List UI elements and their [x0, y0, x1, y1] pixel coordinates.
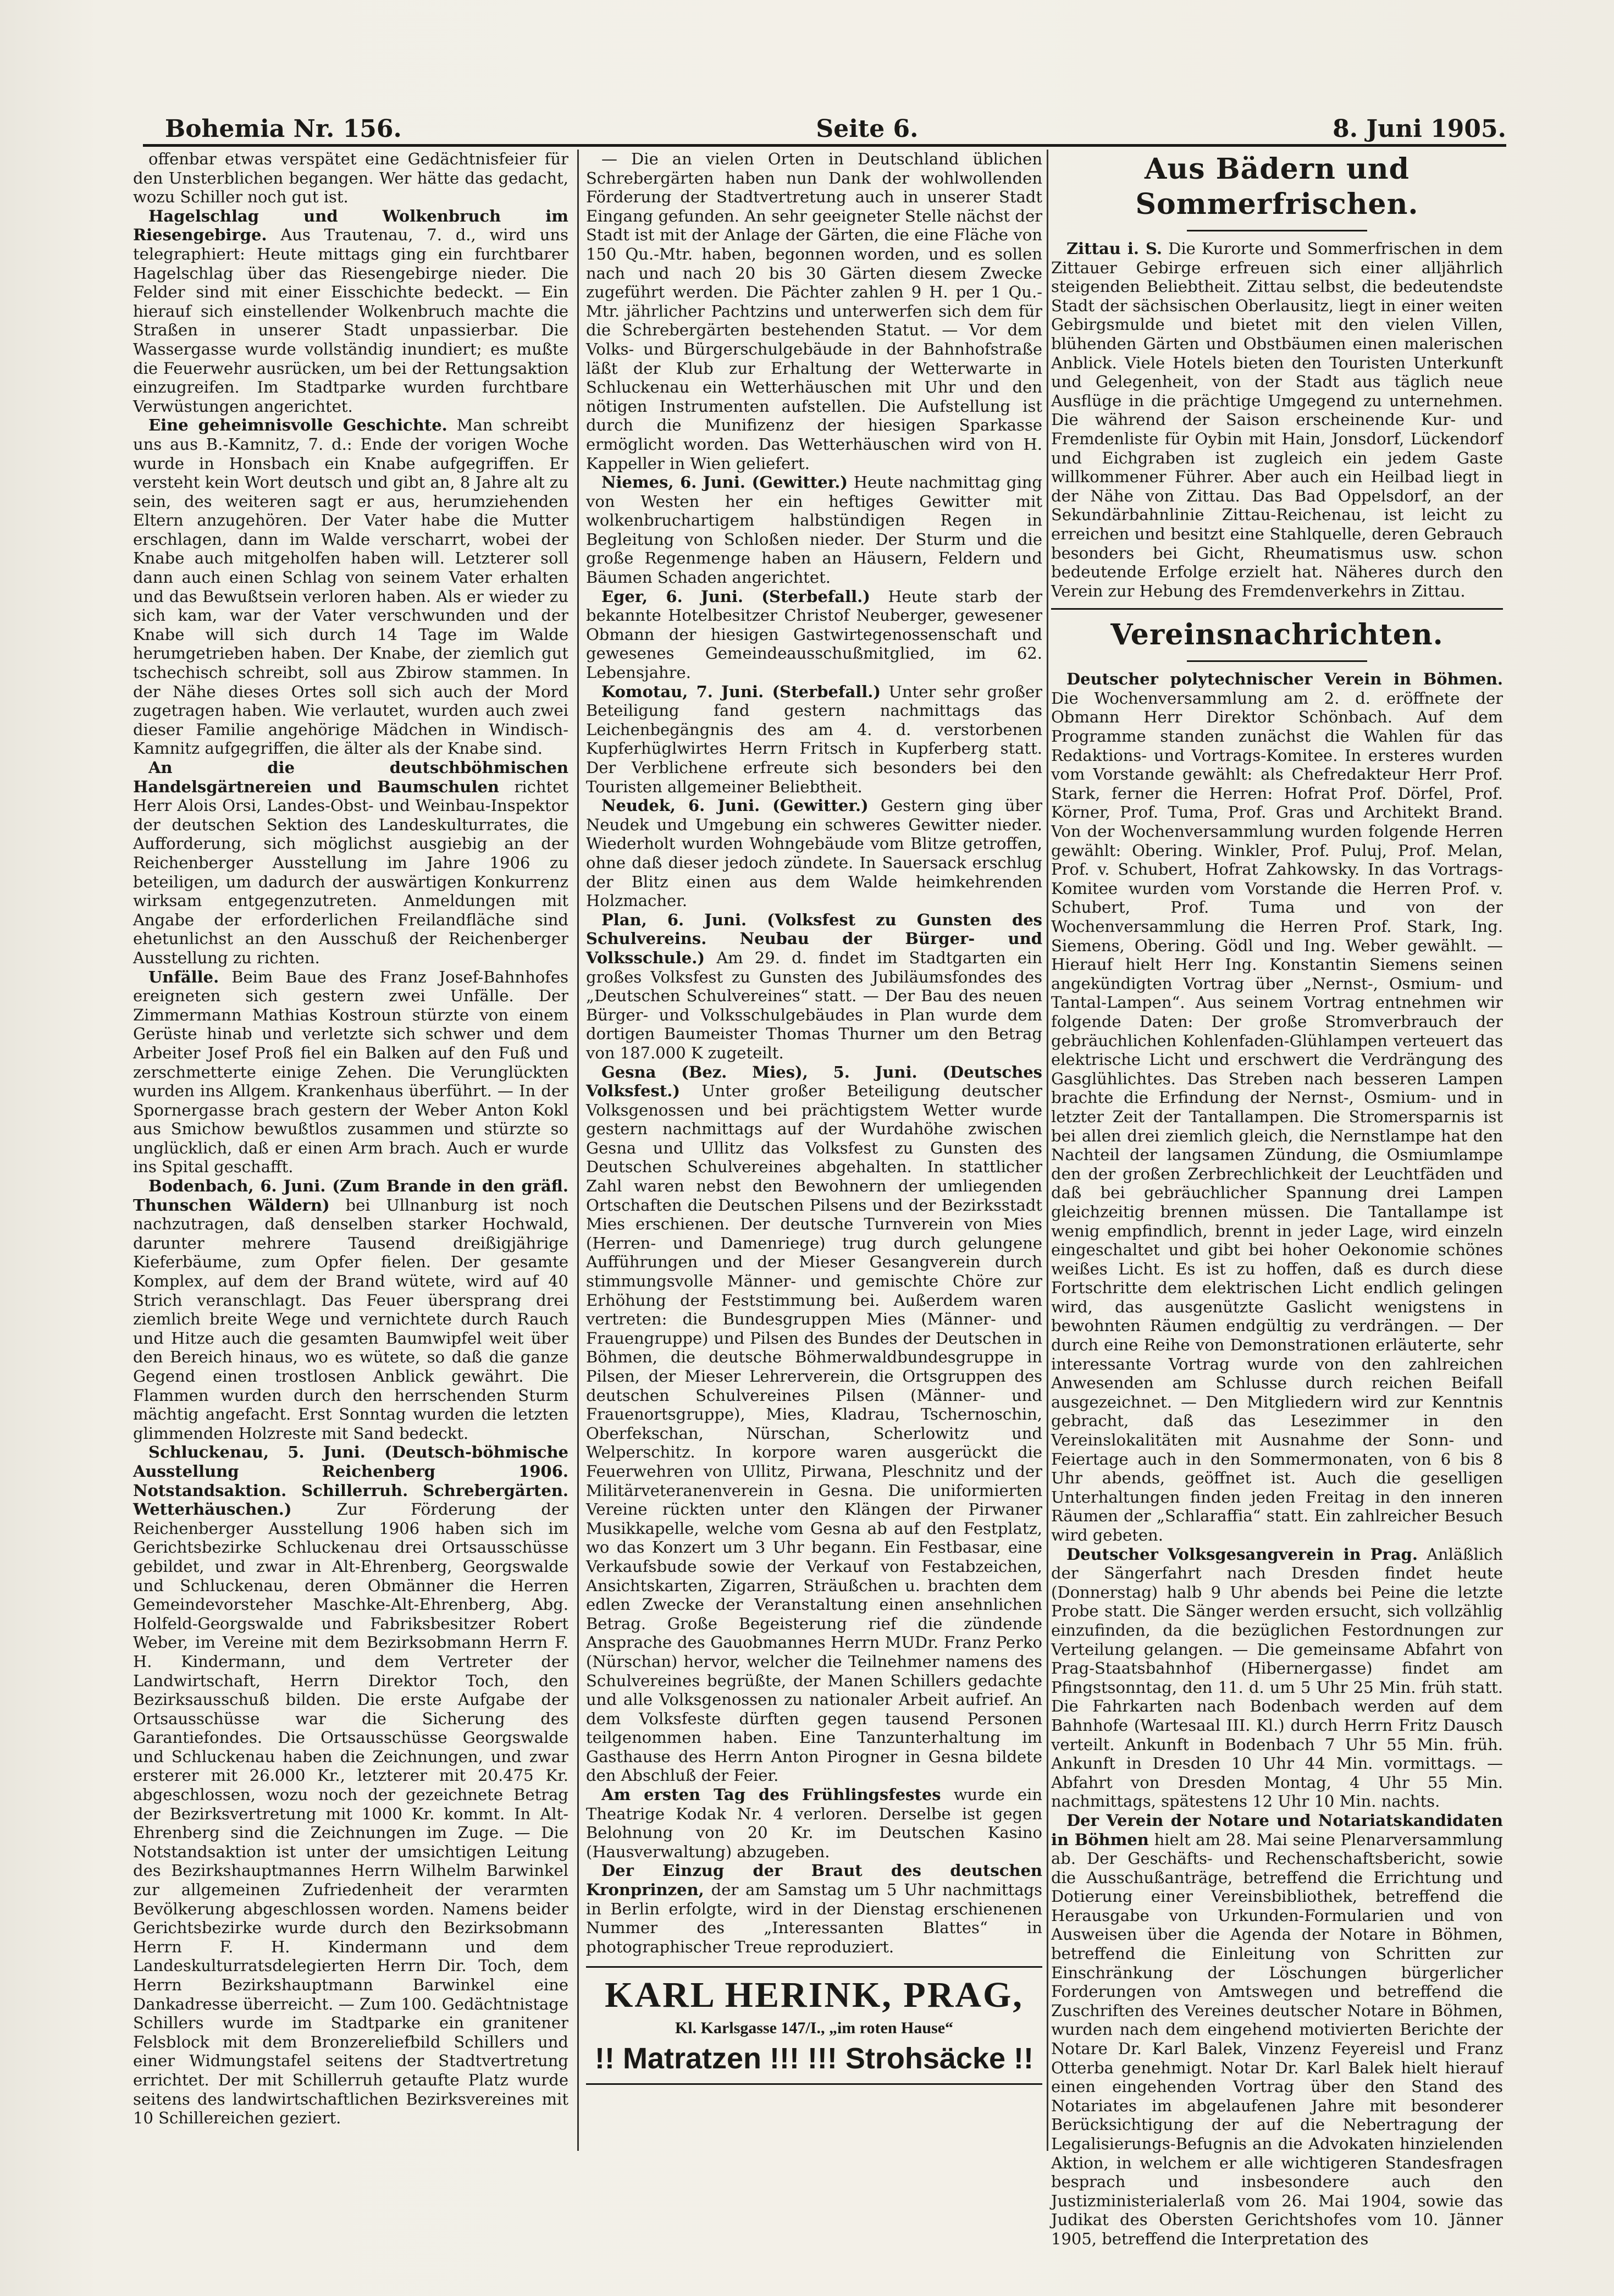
header-rule	[143, 144, 1506, 147]
article-text: Unter sehr großer Beteiligung fand gestern nachmittags das Leichenbegängnis des am 4. d. verstorbenen Kupferhüglwirtes Herrn Fritsch in Kupferberg statt. Der Verblichene erfreute sich besonders bei den Touristen allgemeiner Beliebtheit.	[586, 682, 1043, 796]
article-text: Zur Förderung der Reichenberger Ausstellung 1906 haben sich im Gerichtsbezirke Schluckenau drei Ortsausschüsse gebildet, und zwar in Alt-Ehrenberg, Georgswalde und Schluckenau, deren Obmänner die Herren Gemeindevorsteher Maschke-Alt-Ehrenberg, Abg. Holfeld-Georgswalde und Fabriksbesitzer Robert Weber, im Vereine mit dem Bezirksobmann Herrn F. H. Kindermann, und dem Vertreter der Landwirtschaft, Herrn Direktor Toch, den Bezirksausschuß bilden. Die erste Aufgabe der Ortsausschüsse war die Sicherung des Garantiefondes. Die Ortsausschüsse Georgswalde und Schluckenau haben die Zeichnungen, und zwar ersterer mit 26.000 Kr., letzterer mit 20.475 Kr. abgeschlossen, wozu noch der gezeichnete Betrag der Bezirksvertretung mit 1000 Kr. kommt. In Alt-Ehrenberg sind die Zeichnungen im Zuge. — Die Notstandsaktion ist unter der umsichtigen Leitung des Bezirkshauptmannes Herrn Wilhelm Barwinkel zur allgemeinen Zufriedenheit der verarmten Bevölkerung abgeschlossen worden. Namens beider Gerichtsbezirke wurde durch den Bezirksobmann Herrn F. H. Kindermann und dem Landeskulturratsdelegierten Herrn Dir. Toch, dem Herrn Bezirkshauptmann Barwinkel eine Dankadresse überreicht. — Zum 100. Gedächtnistage Schillers wurde im Stadtparke ein granitener Felsblock mit dem Bronzereliefbild Schillers und einer Widmungstafel seitens der Stadtvertretung errichtet. Der mit Schillerruh getaufte Platz wurde seitens des landwirtschaftlichen Bezirksvereines mit 10 Schillereichen geziert.	[133, 1500, 568, 2128]
article-headline: Deutscher Volksgesangverein in Prag.	[1066, 1544, 1418, 1564]
article-paragraph	[586, 910, 1042, 1063]
ad-address: Kl. Karlsgasse 147/I., „im roten Hause“	[675, 2019, 954, 2038]
section-rule	[1187, 230, 1368, 231]
article-headline: Eine geheimnisvolle Geschichte.	[148, 416, 447, 435]
article-text: Beim Baue des Franz Josef-Bahnhofes ereigneten sich gestern zwei Unfälle. Der Zimmermann Mathias Kostroun stürzte von einem Gerüste hinab und verletzte sich schwer und dem Arbeiter Josef Proß fiel ein Balken auf den Fuß und zerschmetterte einige Zehen. Die Verunglückten wurden ins Allgem. Krankenhaus überführt. — In der Spornergasse brach gestern der Weber Anton Kokl aus Smichow bewußtlos zusammen und stürzte so unglücklich, daß er einen Arm brach. Auch er wurde ins Spital geschafft.	[133, 967, 568, 1177]
header-date: 8. Juni 1905.	[1333, 115, 1506, 143]
header-page-number: Seite 6.	[816, 115, 919, 143]
article-headline: Bodenbach, 6. Juni. (Zum Brande in den gräfl. Thunschen Wäldern)	[133, 1177, 568, 1215]
article-paragraph	[1051, 670, 1503, 1544]
article-paragraph	[133, 1443, 568, 2127]
article-text: Heute nachmittag ging von Westen her ein heftiges Gewitter mit wolkenbruchartigem halbstündigen Regen in Begleitung von Schloßen nieder. Der Sturm und die große Regenmenge haben an Häusern, Feldern und Bäumen Schaden angerichtet.	[586, 473, 1042, 587]
article-text: hielt am 28. Mai seine Plenarversammlung ab. Der Geschäfts- und Rechenschaftsbericht, sowie die Ausschußanträge, betreffend die Errichtung und Dotierung einer Vereinsbibliothek, betreffend die Herausgabe von Urkunden-Formularien und von Ausweisen über die Agenda der Notare in Böhmen, betreffend die Einleitung von Schritten zur Einschränkung der Löschungen bürgerlicher Forderungen von Amtswegen und betreffend die Zuschriften des Vereines deutscher Notare in Böhmen, wurden nach dem eingehend motivierten Berichte der Notare Dr. Karl Balek, Vinzenz Feyereisl und Franz Otterba genehmigt. Notar Dr. Karl Balek hielt hierauf einen eingehenden Vortrag über den Stand des Notariates im abgelaufenen Jahre mit besonderer Berücksichtigung der auf die Nebertragung der Legalisierungs-Befugnis an die Advokaten hinzielenden Aktion, in welchem er alle wichtigeren Standesfragen besprach und insbesondere auch den Justizministerialerlaß vom 26. Mai 1904, sowie das Judikat des Obersten Gerichtshofes vom 10. Jänner 1905, betreffend die Interpretation des	[1051, 1830, 1504, 2248]
section-title-associations: Vereinsnachrichten.	[1110, 618, 1444, 652]
article-paragraph	[586, 796, 1042, 910]
article-paragraph	[1051, 1545, 1503, 1811]
ad-slogan: !! Matratzen !!! !!! Strohsäcke !!	[594, 2042, 1034, 2076]
article-text: Unter großer Beteiligung deutscher Volksgenossen und bei prächtigstem Wetter wurde gestern nachmittags auf der Wurdahöhe zwischen Gesna und Ullitz das Volksfest zu Gunsten des Deutschen Schulvereines abgehalten. In stattlicher Zahl waren nebst den Bewohnern der umliegenden Ortschaften die Deutschen Pilsens und der Bezirksstadt Mies erschienen. Der deutsche Turnverein von Mies (Herren- und Damenriege) trug durch gelungene Aufführungen und der Mieser Gesangverein durch stimmungsvolle Männer- und gemischte Chöre zur Erhöhung der Feststimmung bei. Außerdem waren vertreten: die Bundesgruppen Mies (Männer- und Frauengruppe) und Pilsen des Bundes der Deutschen in Böhmen, die deutsche Böhmerwaldbundesgruppe in Pilsen, der Mieser Lehrerverein, die Ortsgruppen des deutschen Schulvereines Pilsen (Männer- und Frauenortsgruppe), Mies, Kladrau, Tschernoschin, Oberfekschan, Nürschan, Scherlowitz und Welperschitz. In korpore waren ausgerückt die Feuerwehren von Ullitz, Pirwana, Pleschnitz und der Militärveteranenverein in Gesna. Die uniformierten Vereine rückten unter den Klängen der Pirwaner Musikkapelle, welche vom Gesna ab auf den Festplatz, wo das Konzert um 3 Uhr begann. Ein Festbasar, eine Verkaufsbude sowie der Verkauf von Festabzeichen, Ansichtskarten, Zigarren, Sträußchen u. brachten dem edlen Zwecke der Veranstaltung einen ansehnlichen Betrag. Große Begeisterung rief die zündende Ansprache des Gauobmannes Herrn MUDr. Franz Perko (Nürschan) hervor, welcher die Teilnehmer namens des Schulvereines begrüßte, der Manen Schillers gedachte und alle Volksgenossen zu nationaler Arbeit aufrief. An dem Volksfeste dürften gegen tausend Personen teilgenommen haben. Eine Tanzunterhaltung im Gasthause des Herrn Anton Pirogner in Gesna bildete den Abschluß der Feier.	[586, 1081, 1043, 1785]
article-text: wurde ein Theatrige Kodak Nr. 4 verloren. Derselbe ist gegen Belohnung von 20 Kr. im Deutschen Kasino (Hausverwaltung) abzugeben.	[586, 1785, 1043, 1861]
column-2	[586, 150, 1042, 2151]
article-paragraph	[586, 150, 1042, 473]
article-text: Anläßlich der Sängerfahrt nach Dresden findet heute (Donnerstag) halb 9 Uhr abends bei Peine die letzte Probe statt. Die Sänger werden ersucht, sich vollzählig einzufinden, da die bezüglichen Festordnungen zur Verteilung gelangen. — Die gemeinsame Abfahrt von Prag-Staatsbahnhof (Hibernergasse) findet am Pfingstsonntag, den 11. d. um 5 Uhr 25 Min. früh statt. Die Fahrkarten nach Bodenbach werden auf dem Bahnhofe (Wartesaal III. Kl.) durch Herrn Fritz Dausch verteilt. Ankunft in Bodenbach 7 Uhr 55 Min. früh. Ankunft in Dresden 10 Uhr 44 Min. vormittags. — Abfahrt von Dresden Montag, 4 Uhr 55 Min. nachmittags, spätestens 12 Uhr 10 Min. nachts.	[1051, 1544, 1504, 1811]
article-text: der am Samstag um 5 Uhr nachmittags in Berlin erfolgte, wird in der Dienstag erschienenen Nummer des „Interessanten Blattes“ in photographischer Treue reproduziert.	[586, 1880, 1043, 1956]
article-text: Heute starb der bekannte Hotelbesitzer Christof Neuberger, gewesener Obmann der hiesigen Gastwirtegenossenschaft und gewesenes Gemeindeausschußmitglied, im 62. Lebensjahre.	[586, 587, 1042, 682]
article-headline: An die deutschböhmischen Handelsgärtnereien und Baumschulen	[133, 758, 568, 796]
article-headline: Am ersten Tag des Frühlingsfestes	[601, 1785, 941, 1804]
article-headline: Komotau, 7. Juni. (Sterbefall.)	[601, 682, 881, 701]
article-text: Die Kurorte und Sommerfrischen in dem Zittauer Gebirge erfreuen sich einer alljährlich steigenden Beliebtheit. Zittau selbst, die bedeutendste Stadt der sächsischen Oberlausitz, liegt in einer weiten Gebirgsmulde und bietet mit den vielen Villen, blühenden Gärten und Obstbäumen einen malerischen Anblick. Viele Hotels bieten den Touristen Unterkunft und Gelegenheit, von der Stadt aus täglich neue Ausflüge in die prächtige Umgegend zu unternehmen. Die während der Saison erscheinende Kur- und Fremdenliste für Oybin mit Hain, Jonsdorf, Lückendorf und Eichgraben ist zugleich ein jedem Gaste willkommener Führer. Aber auch ein Heilbad liegt in der Nähe von Zittau. Das Bad Oppelsdorf, an der Sekundärbahnlinie Zittau-Reichenau, ist leicht zu erreichen und besitzt eine Stahlquelle, deren Gebrauch besonders bei Gicht, Rheumatismus usw. schon bedeutende Erfolge erzielt hat. Näheres durch den Verein zur Hebung des Fremdenverkehrs in Zittau.	[1051, 239, 1503, 600]
article-paragraph	[133, 968, 568, 1177]
section-rule	[1051, 608, 1503, 610]
article-paragraph	[133, 207, 568, 416]
article-text: Die Wochenversammlung am 2. d. eröffnete der Obmann Herr Direktor Schönbach. Auf dem Programme standen zunächst die Wahlen für das Redaktions- und Vortrags-Komitee. In ersteres wurden vom Vorstande gewählt: als Chefredakteur Herr Prof. Stark, ferner die Herren: Hofrat Prof. Dörfel, Prof. Körner, Prof. Tuma, Prof. Gras und Architekt Brand. Von der Wochenversammlung wurden folgende Herren gewählt: Obering. Winkler, Prof. Puluj, Prof. Melan, Prof. v. Schubert, Hofrat Zahkowsky. In das Vortrags-Komitee wurden vom Vorstande die Herren Prof. v. Schubert, Prof. Tuma und von der Wochenversammlung die Herren Prof. Stark, Ing. Siemens, Obering. Gödl und Ing. Weber gewählt. — Hierauf hielt Herr Ing. Konstantin Siemens seinen angekündigten Vortrag über „Nernst-, Osmium- und Tantal-Lampen“. Aus seinem Vortrag entnehmen wir folgende Daten: Der große Stromverbrauch der gebräuchlichen Kohlenfaden-Glühlampen verteuert das elektrische Licht und erschwert die Verdrängung des Gasglühlichtes. Das Streben nach besseren Lampen brachte die Erfindung der Nernst-, Osmium- und in letzter Zeit der Tantallampen. Die Stromersparnis ist bei allen drei ziemlich gleich, die Nernstlampe hat den Nachteil der langsamen Zündung, die Osmiumlampe den der großen Zerbrechlichkeit der Leuchtfäden und daß bei gebräuchlicher Spannung drei Lampen gleichzeitig brennen müssen. Die Tantallampe ist wenig empfindlich, brennt in jeder Lage, wird einzeln eingeschaltet und gibt bei hoher Oekonomie schönes weißes Licht. Es ist zu hoffen, daß es durch diese Fortschritte dem elektrischen Licht endlich gelingen wird, das ausgenützte Gaslicht wenigstens in bewohnten Räumen endgültig zu verdrängen. — Der durch eine Reihe von Demonstrationen erläuterte, sehr interessante Vortrag wurde von den zahlreichen Anwesenden am Schlusse durch reichen Beifall ausgezeichnet. — Den Mitgliedern wird zur Kenntnis gebracht, daß das Lesezimmer in den Vereinslokalitäten mit Ausnahme der Sonn- und Feiertage auch in den Sommermonaten, von 6 bis 8 Uhr abends, geöffnet ist. Auch die geselligen Unterhaltungen finden jeden Freitag in den inneren Räumen der „Schlaraffia“ statt. Ein zahlreicher Besuch wird gebeten.	[1051, 688, 1503, 1544]
article-paragraph	[133, 150, 568, 207]
article-text: offenbar etwas verspätet eine Gedächtnisfeier für den Unsterblichen begangen. Wer hätte das gedacht, wozu Schiller noch gut ist.	[133, 150, 568, 207]
column-divider	[577, 150, 579, 2151]
column-3	[1051, 150, 1504, 2248]
article-headline: Gesna (Bez. Mies), 5. Juni. (Deutsches Volksfest.)	[586, 1062, 1042, 1101]
article-paragraph	[133, 1177, 568, 1443]
section-rule	[1187, 660, 1368, 662]
column-1	[133, 150, 568, 2151]
article-paragraph	[1051, 239, 1503, 600]
article-text: bei Ullnanburg ist noch nachzutragen, daß denselben starker Hochwald, darunter mehrere Tausend dreißigjährige Kieferbäume, zum Opfer fielen. Der gesamte Komplex, auf dem der Brand wütete, wird auf 40 Strich veranschlagt. Das Feuer übersprang drei ziemlich breite Wege und vernichtete durch Rauch und Hitze auch die gesamten Baumwipfel weit über den Bereich hinaus, wo es wütete, so daß die ganze Gegend einen trostlosen Anblick gewährt. Die Flammen wurden durch den herrschenden Sturm mächtig angefacht. Erst Sonntag wurden die letzten glimmenden Holzreste mit Sand bedeckt.	[133, 1195, 569, 1443]
article-text: richtet Herr Alois Orsi, Landes-Obst- und Weinbau-Inspektor der deutschen Sektion des Landeskulturrates, die Aufforderung, sich möglichst ausgiebig an der Reichenberger Ausstellung im Jahre 1906 zu beteiligen, um dadurch der auswärtigen Konkurrenz wirksam entgegenzutreten. Anmeldungen mit Angabe der erforderlichen Freilandfläche sind ehetunlichst an den Ausschuß der Reichenberger Ausstellung zu richten.	[133, 777, 568, 967]
article-text: — Die an vielen Orten in Deutschland üblichen Schrebergärten haben nun Dank der wohlwollenden Förderung der Stadtvertretung auch in unserer Stadt Eingang gefunden. An sehr geeigneter Stelle nächst der Stadt ist mit der Anlage der Gärten, die eine Fläche von 150 Qu.-Mtr. haben, begonnen worden, und es sollen nach und nach 20 bis 30 Gärten diesem Zwecke zugeführt werden. Die Pächter zahlen 9 H. per 1 Qu.-Mtr. jährlicher Pachtzins und unterwerfen sich dem für die Schrebergärten bestehenden Statut. — Vor dem Volks- und Bürgerschulgebäude in der Bahnhofstraße läßt der Klub zur Erhaltung der Wetterwarte in Schluckenau ein Wetterhäuschen mit Uhr und den nötigen Instrumenten aufstellen. Die Aufstellung ist durch die Munifizenz der hiesigen Sparkasse ermöglicht worden. Das Wetterhäuschen wird von H. Kappeller in Wien geliefert.	[586, 150, 1042, 473]
article-headline: Neudek, 6. Juni. (Gewitter.)	[601, 796, 869, 815]
page-header	[165, 104, 1506, 143]
article-headline: Plan, 6. Juni. (Volksfest zu Gunsten des Schulvereins. Neubau der Bürger- und Volksschule.)	[586, 910, 1042, 967]
ad-firm-name: KARL HERINK, PRAG,	[605, 1975, 1024, 2016]
article-paragraph	[586, 1785, 1042, 1861]
article-paragraph	[133, 758, 568, 968]
article-headline: Eger, 6. Juni. (Sterbefall.)	[601, 587, 870, 606]
section-title-baths: Aus Bädern und Sommerfrischen.	[1135, 152, 1419, 221]
article-paragraph	[586, 682, 1042, 797]
article-paragraph	[586, 587, 1042, 682]
article-headline: Zittau i. S.	[1066, 239, 1162, 258]
article-text: Man schreibt uns aus B.-Kamnitz, 7. d.: Ende der vorigen Woche wurde in Honsbach ein Knabe aufgegriffen. Er versteht kein Wort deutsch und gibt an, 8 Jahre alt zu sein, des weiteren sagt er aus, herumziehenden Eltern anzugehören. Der Vater habe die Mutter erschlagen, dann im Walde verscharrt, wobei der Knabe auch mitgeholfen haben will. Letzterer soll dann auch einen Schlag von seinem Vater erhalten und das Bewußtsein verloren haben. Als er wieder zu sich kam, war der Vater verschwunden und der Knabe will sich durch 14 Tage im Walde herumgetrieben haben. Der Knabe, der ziemlich gut tschechisch schreibt, soll aus Zbirow stammen. In der Nähe dieses Ortes soll sich auch der Mord zugetragen haben. Wie verlautet, wurden auch zwei dieser Familie angehörige Mädchen in Windisch-Kamnitz aufgegriffen, die älter als der Knabe sind.	[133, 416, 569, 758]
article-paragraph	[133, 416, 568, 758]
article-headline: Niemes, 6. Juni. (Gewitter.)	[601, 473, 848, 492]
article-paragraph	[586, 1063, 1042, 1786]
article-headline: Der Verein der Notare und Notariatskandidaten in Böhmen	[1051, 1811, 1503, 1849]
article-text: Am 29. d. findet im Stadtgarten ein großes Volksfest zu Gunsten des Jubiläumsfondes des „Deutschen Schulvereines“ statt. — Der Bau des neuen Bürger- und Volksschulgebäudes in Plan wurde dem dortigen Baumeister Thomas Thurner um den Betrag von 187.000 K zugeteilt.	[586, 948, 1042, 1062]
article-headline: Unfälle.	[148, 967, 219, 986]
article-text: Gestern ging über Neudek und Umgebung ein schweres Gewitter nieder. Wiederholt wurden Wohngebäude vom Blitze getroffen, ohne daß dieser jedoch zündete. In Sauersack erschlug der Blitz einen aus dem Walde heimkehrenden Holzmacher.	[586, 796, 1043, 910]
article-headline: Deutscher polytechnischer Verein in Böhmen.	[1066, 670, 1503, 689]
article-headline: Hagelschlag und Wolkenbruch im Riesengebirge.	[133, 206, 568, 245]
article-headline: Schluckenau, 5. Juni. (Deutsch-böhmische Ausstellung Reichenberg 1906. Notstandsaktion. Schillerruh. Schrebergärten. Wetterhäuschen.)	[133, 1443, 568, 1519]
article-paragraph	[1051, 1811, 1503, 2249]
article-paragraph	[586, 1861, 1042, 1956]
header-masthead: Bohemia Nr. 156.	[165, 115, 402, 143]
article-headline: Der Einzug der Braut des deutschen Kronprinzen,	[586, 1861, 1042, 1900]
article-paragraph	[586, 473, 1042, 587]
article-text: Aus Trautenau, 7. d., wird uns telegraphiert: Heute mittags ging ein furchtbarer Hagelschlag über das Riesengebirge nieder. Die Felder sind mit einer Eisschichte bedeckt. — Ein hierauf sich einstellender Wolkenbruch machte die Straßen in unserer Stadt unpassierbar. Die Wassergasse wurde vollständig inundiert; es mußte die Feuerwehr ausrücken, um bei der Rettungsaktion einzugreifen. Im Stadtparke wurden furchtbare Verwüstungen angerichtet.	[133, 225, 569, 416]
advertisement	[586, 1966, 1042, 2085]
column-divider	[1047, 150, 1048, 2151]
